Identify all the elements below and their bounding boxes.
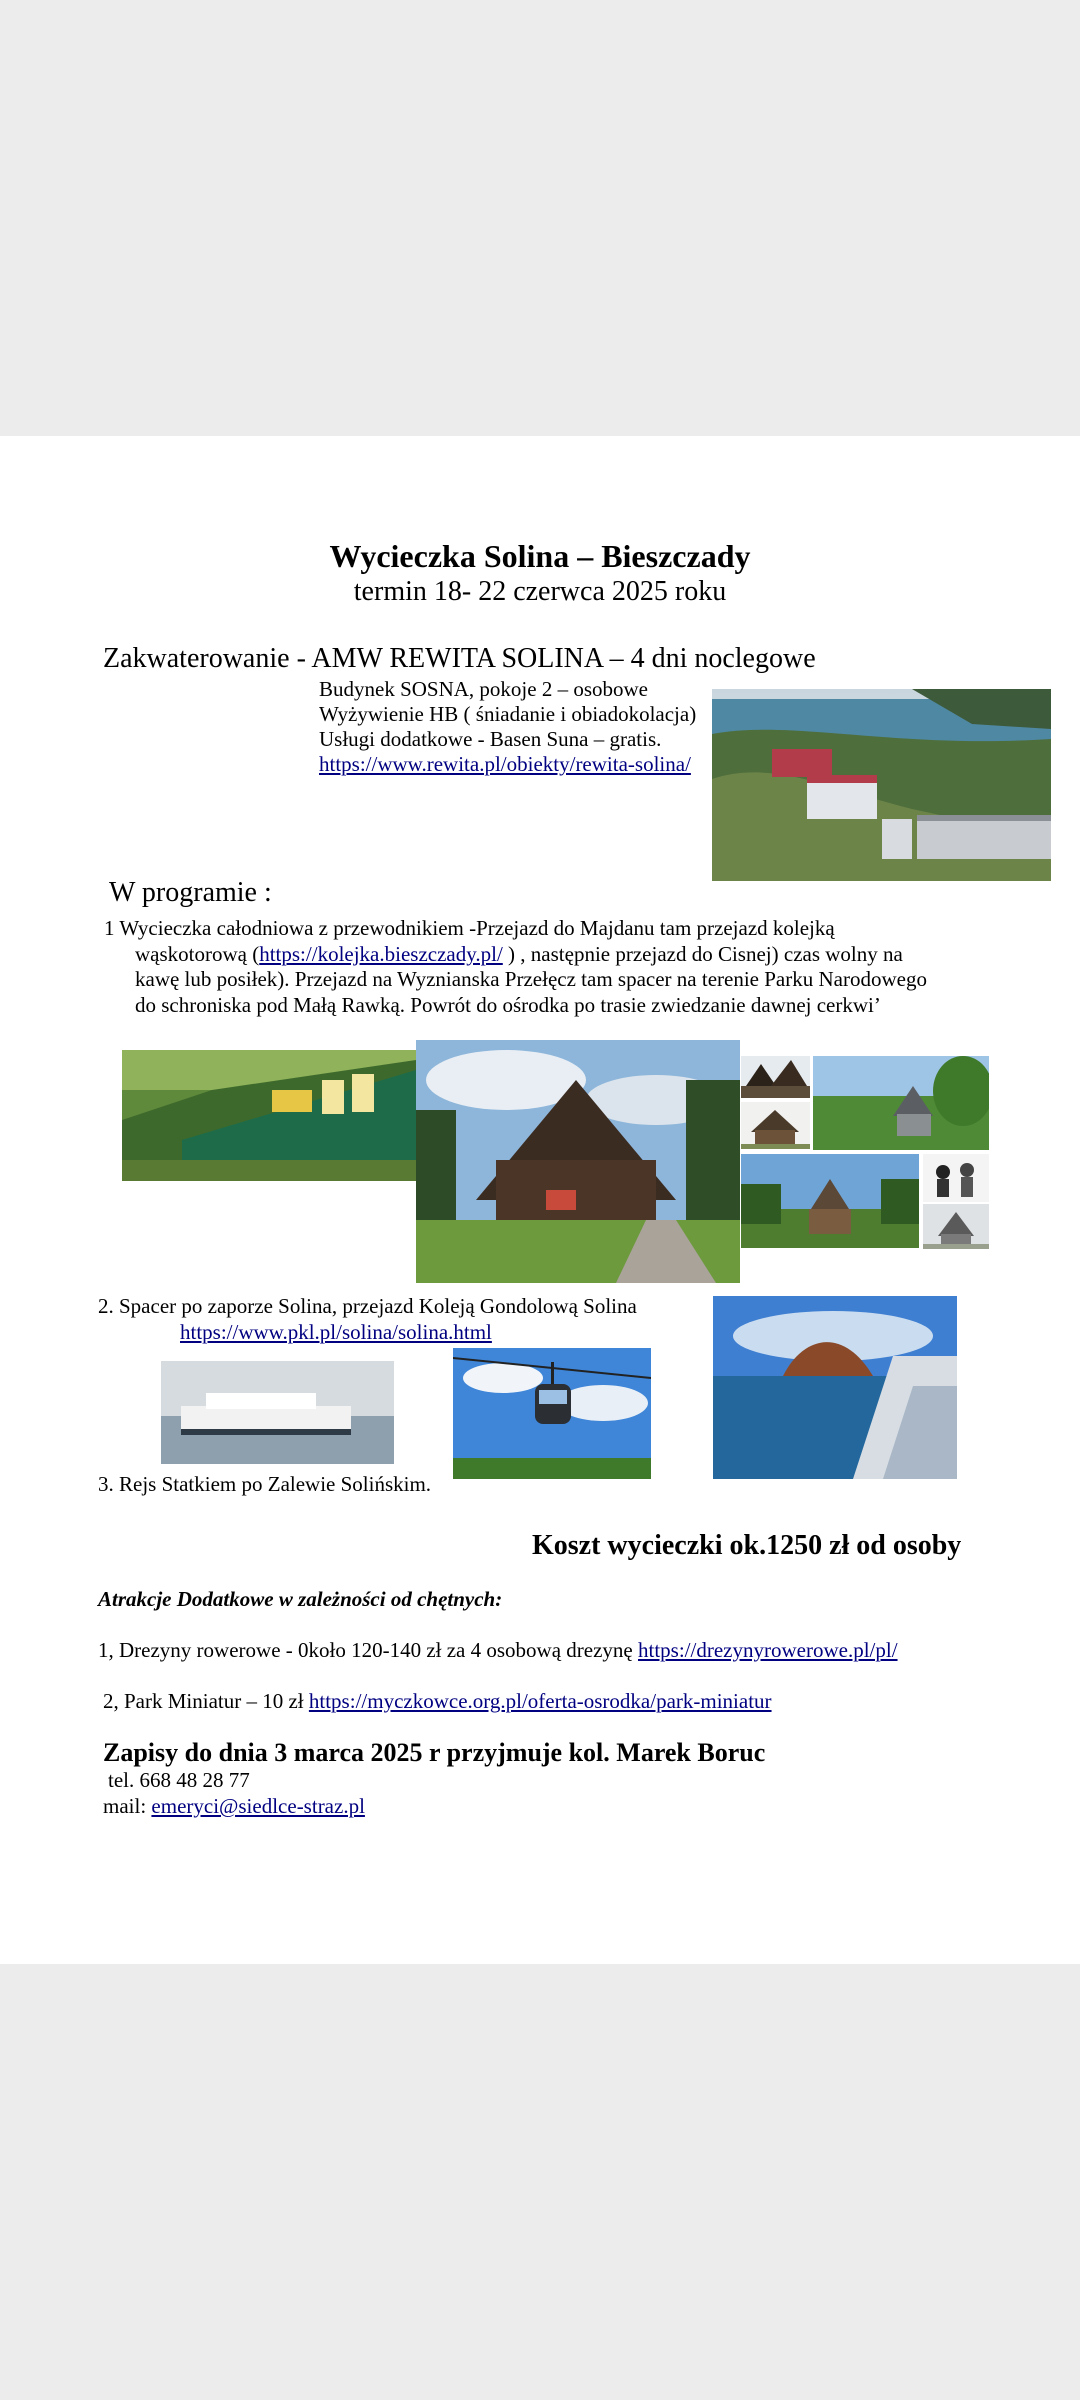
people-photo xyxy=(923,1154,989,1202)
program-item-1-line-1: 1 Wycieczka całodniowa z przewodnikiem -Przejazd do Majdanu tam przejazd kolejką xyxy=(104,916,835,940)
signup-heading: Zapisy do dnia 3 marca 2025 r przyjmuje kol. Marek Boruc xyxy=(103,1738,766,1767)
park-miniatur-link[interactable]: https://myczkowce.org.pl/oferta-osrodka/park-miniatur xyxy=(308,1689,772,1713)
page-subtitle: termin 18- 22 czerwca 2025 roku xyxy=(353,576,727,607)
wooden-church-photo xyxy=(813,1056,989,1150)
mountain-hostel-photo xyxy=(416,1040,740,1283)
accommodation-heading: Zakwaterowanie - AMW REWITA SOLINA – 4 dni noclegowe xyxy=(103,643,816,674)
solina-dam-photo xyxy=(713,1296,957,1479)
cruise-boat-photo xyxy=(161,1361,394,1464)
extras-item-2: 2, Park Miniatur – 10 zł https://myczkowce.org.pl/oferta-osrodka/park-miniatur xyxy=(103,1689,772,1713)
resort-photo xyxy=(712,689,1051,881)
church-photo-1 xyxy=(741,1056,810,1098)
program-item-2: 2. Spacer po zaporze Solina, przejazd Koleją Gondolową Solina xyxy=(98,1294,637,1318)
accommodation-line-3: Usługi dodatkowe - Basen Suna – gratis. xyxy=(319,727,662,751)
church-photo-2 xyxy=(741,1102,810,1149)
pkl-link[interactable]: https://www.pkl.pl/solina/solina.html xyxy=(180,1320,492,1344)
program-item-1-line-3: kawę lub posiłek). Przejazd na Wyznianska Przełęcz tam spacer na terenie Parku Narodowego xyxy=(135,967,927,991)
extras-item-1: 1, Drezyny rowerowe - 0koło 120-140 zł za 4 osobową drezynę https://drezynyrowerowe.pl/pl/ xyxy=(98,1638,898,1662)
signup-mail: mail: emeryci@siedlce-straz.pl xyxy=(103,1794,365,1818)
rewita-link[interactable]: https://www.rewita.pl/obiekty/rewita-solina/ xyxy=(319,752,691,776)
signup-phone: tel. 668 48 28 77 xyxy=(108,1768,250,1792)
accommodation-line-2: Wyżywienie HB ( śniadanie i obiadokolacja) xyxy=(319,702,697,726)
extras-heading: Atrakcje Dodatkowe w zależności od chętnych: xyxy=(98,1587,503,1611)
orthodox-church-photo xyxy=(741,1154,919,1248)
email-link[interactable]: emeryci@siedlce-straz.pl xyxy=(151,1794,365,1818)
program-heading: W programie : xyxy=(109,877,272,908)
page-title: Wycieczka Solina – Bieszczady xyxy=(329,538,751,574)
church-photo-3 xyxy=(923,1204,989,1249)
gondola-lift-photo xyxy=(453,1348,651,1479)
narrow-gauge-train-photo xyxy=(122,1050,416,1181)
drezyny-link[interactable]: https://drezynyrowerowe.pl/pl/ xyxy=(638,1638,898,1662)
accommodation-line-1: Budynek SOSNA, pokoje 2 – osobowe xyxy=(319,677,648,701)
program-item-3: 3. Rejs Statkiem po Zalewie Solińskim. xyxy=(98,1472,432,1496)
trip-cost: Koszt wycieczki ok.1250 zł od osoby xyxy=(532,1530,962,1561)
program-item-1-line-4: do schroniska pod Małą Rawką. Powrót do ośrodka po trasie zwiedzanie dawnej cerkwi’ xyxy=(135,993,881,1017)
kolejka-link[interactable]: https://kolejka.bieszczady.pl/ xyxy=(259,942,503,966)
program-item-1-line-2: wąskotorową (https://kolejka.bieszczady.pl/ ) , następnie przejazd do Cisnej) czas wolny na xyxy=(135,942,903,966)
